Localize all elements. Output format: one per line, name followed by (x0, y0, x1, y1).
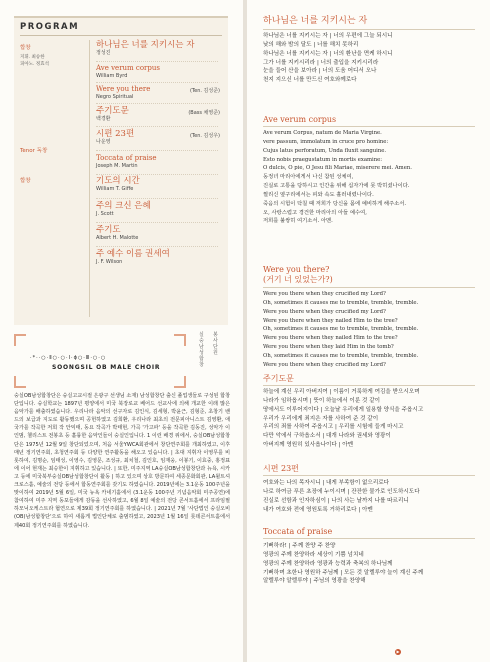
divider (263, 475, 475, 476)
lyric-line: 낮의 해와 밤의 달도 | 너를 해치 못하리 (263, 41, 359, 48)
program-item-composer: William Byrd (96, 73, 128, 79)
lyric-line: vere passum, immolatum in cruce pro homine: (263, 138, 389, 145)
left-page (0, 0, 243, 662)
program-item-composer: J. F. Wilson (96, 259, 123, 265)
lyric-title: 시편 23편 (263, 464, 299, 473)
program-item-title: Were you there (96, 85, 151, 93)
divider (96, 246, 218, 247)
lyric-line: 죽음의 시험이 닥칠 때 저희가 당신을 몸에 예비하게 해주소서. (263, 200, 407, 207)
divider (96, 82, 218, 83)
divider (89, 40, 90, 317)
lyric-line: Were you there when they crucified my Lord? (263, 291, 386, 297)
program-heading: PROGRAM (20, 22, 80, 32)
logo-frame-corner (14, 334, 26, 346)
program-box (14, 16, 228, 325)
lyric-block (263, 129, 477, 226)
divider (263, 385, 475, 386)
conductor-label: 지휘. 최승한 (20, 55, 45, 60)
program-item (96, 225, 224, 242)
lyric-line: 나라가 임하옵시며 | 뜻이 하늘에서 이룬 것 같이 (263, 397, 380, 404)
choir-side-label: 봉 사 단 원 (213, 332, 218, 356)
lyric-line: 영광의 주께 찬양하라 세상이 기쁨 넘치네 (263, 551, 364, 558)
program-item-title: 주의 크신 은혜 (96, 201, 151, 211)
chorus-label: 합창 (20, 178, 31, 184)
lyric-line: 땅에서도 이루어지이다 | 오늘날 우리에게 일용할 양식을 주옵시고 (263, 406, 424, 413)
divider (96, 103, 218, 104)
lyric-block (263, 32, 477, 85)
logo-frame-corner (14, 376, 26, 388)
divider (263, 29, 475, 30)
lyric-line: 찔리신 옆구리에서는 피와 속도 흘러내렸나이다. (263, 191, 374, 198)
program-item-composer: Joseph M. Martin (96, 163, 138, 169)
program-item (96, 249, 224, 266)
program-item-title: 기도의 시간 (96, 176, 140, 186)
divider (96, 126, 218, 127)
lyric-title: Were you there? (263, 265, 330, 274)
tenor-solo-label: Tenor 독창 (20, 148, 48, 154)
lyric-line: 하나님은 너를 지키시는 자 | 너의 환난을 면케 하시니 (263, 50, 393, 57)
lyric-block (263, 542, 477, 586)
program-item-performer: (Ten. 김성준) (189, 88, 220, 94)
program-item-composer: Negro Spiritual (96, 94, 134, 100)
pianist-label: 피아노. 정효석 (20, 62, 49, 67)
lyric-line: 기뻐하라! | 주께 찬양 주 찬양 (263, 543, 336, 549)
program-item-title: 주기도 (96, 225, 121, 235)
choir-logo-mark: ·*··○·Ⅱ○·○·Ⅰ·ϕ○·Ⅲ·○·○ (30, 355, 107, 361)
divider (96, 174, 218, 175)
lyric-line: Were you there when they laid Him in the tomb? (263, 344, 394, 351)
program-item-title: 시편 23편 (96, 129, 135, 139)
lyric-title: 주기도문 (263, 374, 294, 383)
program-item-performer: (Ten. 김성우) (189, 133, 220, 139)
program-item-composer: 나운영 (96, 139, 111, 145)
right-page (247, 0, 490, 662)
lyric-line: Oh, sometimes it causes me to tremble, tremble, tremble. (263, 326, 419, 333)
lyric-line: 천지 지으신 너를 만드신 여호와께로다 (263, 77, 357, 84)
program-item (96, 40, 224, 57)
lyric-line: 하늘에 계신 우리 아버지여 | 이름이 거룩하게 여김을 받으시오며 (263, 389, 420, 395)
program-item-performer: (Bass 채영준) (188, 110, 220, 116)
lyric-line: O dulcis, O pie, O Jesu fili Mariae, miserere mei. Amen. (263, 165, 412, 172)
program-item-title: Ave verum corpus (96, 64, 160, 72)
program-item (96, 176, 224, 193)
program-item-title: Toccata of praise (96, 154, 157, 162)
lyric-line: 저희를 불쌍히 여기소서. 아멘. (263, 218, 333, 225)
program-item-composer: 정성진 (96, 50, 111, 56)
lyric-line: 눈을 들어 산을 보아라 | 너의 도움 어디서 오나 (263, 68, 377, 75)
program-item-title: 주 예수 이름 권세여 (96, 249, 170, 259)
program-item-title: 하나님은 너를 지키시는 자 (96, 40, 195, 50)
lyric-line: 동정녀 마리아에게서 나신 참된 성체여, (263, 174, 354, 181)
lyric-line: 진실로 선함과 인자하심이 | 나의 사는 날까지 나를 따르리니 (263, 497, 409, 504)
divider (20, 35, 222, 36)
chorus-label: 합창 (20, 45, 31, 51)
lyric-line: Cujus latus perforatum, Unda fluxit sanguine. (263, 147, 387, 154)
lyric-subtitle: (거기 너 있었는가?) (263, 275, 333, 284)
divider (263, 538, 475, 539)
program-item-composer: 백경환 (96, 116, 111, 122)
choir-logo-name: SOONGSIL OB MALE CHOIR (52, 364, 161, 371)
lyric-line: 다만 악에서 구하옵소서 | 대개 나라와 권세와 영광이 (263, 433, 391, 440)
lyric-line: Ave verum Corpus, natum de Maria Virgine. (263, 130, 382, 136)
lyric-line: 오, 사랑스럽고 경건한 마리아의 아들 예수여, (263, 209, 367, 216)
lyric-line: Oh, sometimes it causes me to tremble, tremble, tremble. (263, 299, 419, 306)
lyric-line: 나로 하여금 푸른 초장에 누이시며 | 잔잔한 물가로 인도하시도다 (263, 488, 420, 495)
logo-frame-corner (174, 334, 186, 346)
divider (96, 150, 218, 151)
program-item-composer: William T. Giffe (96, 186, 134, 192)
choir-bio: 숭실OB남성합창단은 숭실고교시절 은광구 선생님 소재) 남성합창단 출신 졸업생들로 구성된 합창단입니다. 숭실학교는 1897년 평양에서 미국 북장로교 베어드 선교사에 의해 개교한 이래 많은 음악가를 배출하였습니다. 우리나라 음악의 선구자로 김인식, 김세형, 박윤근, 김형준, 초창기 밴드의 보급과 지도로 활동했으며 공헌하였고 김희환, 우리나라 최초의 전문피아니스트 김영환, 애국가를 작곡한 저희 작 안익태, 동요 작곡가 박태현, 가곡 '가고파' 등을 작곡한 김동진, 성악가 이인범, 첼리스트 전봉초 등 훌륭한 음악인들이 숭실인입니다. 1 이런 배경 위에서, 숭실OB남성합창단은 1975년 12월 9일 창단되었으며, 처음 서울YWCA회관에서 창단연주회를 개최하였고, 이후 매년 정기연주회, 초청연주회 등 다양한 연주활동을 해오고 있습니다. | 초대 지휘자 이영무를 비롯하여, 김명순, 임태성, 이영수, 김영문, 조성규, 최치철, 김인호, 임재웅, 이봉기, 이효중, 홍정표에 이어 현재는 최승한이 지휘하고 있습니다. | 또한, 미주지역 LA숭실OB남성합창단과 뉴욕, 시카고 등에 미국북부숭실OB남성합창단이 활동 | 하고 있으며 상호 방문하여 세종문화회관, LA윌트셔크로스홀, 예술의 전당 등에서 합동연주회를 갖기도 하였습니다. 2019년에는 3.1운동 100주년을 맞이하여 2019년 5월 6일, 미국 뉴욕 카네기홀에서 (3.1운동 100주년 기념음악회 미주공연)에 참여하여 미주 지역 동포들에게 감동을 선사하였고, 6월 8일 예술의 전당 콘서트홀에서 프라임필하모닉오케스트라 협연으로 제39회 정기연주회를 하였습니다. | 2021년 7월 '사단법인 숭실오비(OB)남성합창단'으로 하여 새롭게 법인단체로 출범하였고, 2023년 1월 16일 롯데콘서트홀에서 제40회 정기연주회를 하였습니다. (14, 393, 230, 529)
lyric-line: 아버지께 영원히 있사옵나이다 | 아멘 (263, 442, 354, 449)
lyric-line: 그가 너를 지키시리라 | 너의 출입을 지키시리라 (263, 59, 379, 66)
lyric-title: Toccata of praise (263, 527, 333, 536)
lyric-block (263, 479, 477, 514)
lyric-title: Ave verum corpus (263, 115, 337, 124)
program-item-composer: J. Scott (96, 211, 114, 217)
lyric-line: Esto nobis praegustatum in mortis examine: (263, 156, 383, 163)
lyric-line: Oh, sometimes it causes me to tremble, tremble, tremble. (263, 352, 419, 359)
divider (96, 222, 218, 223)
program-item-title: 주기도문 (96, 106, 129, 116)
choir-side-label: 실 숭 남 성 합 창 (199, 332, 204, 368)
lyric-line: 영광의 주께 찬양하라 영광과 능력과 축복의 하나님께 (263, 560, 393, 567)
divider (96, 198, 218, 199)
lyric-line: 우리의 죄를 사하여 주옵시고 | 우리를 시험에 들게 마시고 (263, 424, 404, 431)
lyric-line: 진실로 고통을 당하시고 인간을 위해 십자가에 못 박히셨나이다. (263, 183, 410, 190)
lyric-title: 하나님은 너를 지키시는 자 (263, 16, 368, 26)
logo-frame-corner (174, 376, 186, 388)
lyric-line: 기뻐하며 초한나 영원하 주님께 | 모든 것 알렐루야 늘이 계신 주께 (263, 569, 424, 576)
lyric-line: Were you there when they nailed Him to the tree? (263, 317, 398, 324)
lyric-line: 내가 여호와 전에 영원토록 거하리로다 | 아멘 (263, 506, 373, 513)
lyric-line: 하나님은 너를 지키시는 자 | 너의 우편에 그늘 되시니 (263, 33, 393, 39)
lyric-line: Were you there when they crucified my Lord? (263, 308, 386, 315)
lyric-line: 알렐루야 알렐루야 | 주님의 영광을 찬양해 (263, 578, 366, 585)
lyric-block (263, 388, 477, 450)
program-item (96, 201, 224, 218)
program-item (96, 154, 224, 170)
program-item (96, 64, 224, 80)
lyric-line: 여호와는 나의 목자시니 | 내게 부족함이 없으리로다 (263, 480, 390, 486)
lyric-line: Were you there when they nailed Him to the tree? (263, 335, 398, 342)
divider (263, 287, 475, 288)
lyric-line: Were you there when they crucified my Lord? (263, 361, 386, 368)
lyric-line: 우리가 우리에게 죄지은 자를 사하여 준 것 같이 (263, 415, 379, 422)
divider (263, 126, 475, 127)
continue-arrow-icon: ▶ (396, 649, 400, 654)
program-item-composer: Albert H. Malotte (96, 235, 139, 241)
divider (96, 61, 218, 62)
lyric-block (263, 290, 477, 370)
